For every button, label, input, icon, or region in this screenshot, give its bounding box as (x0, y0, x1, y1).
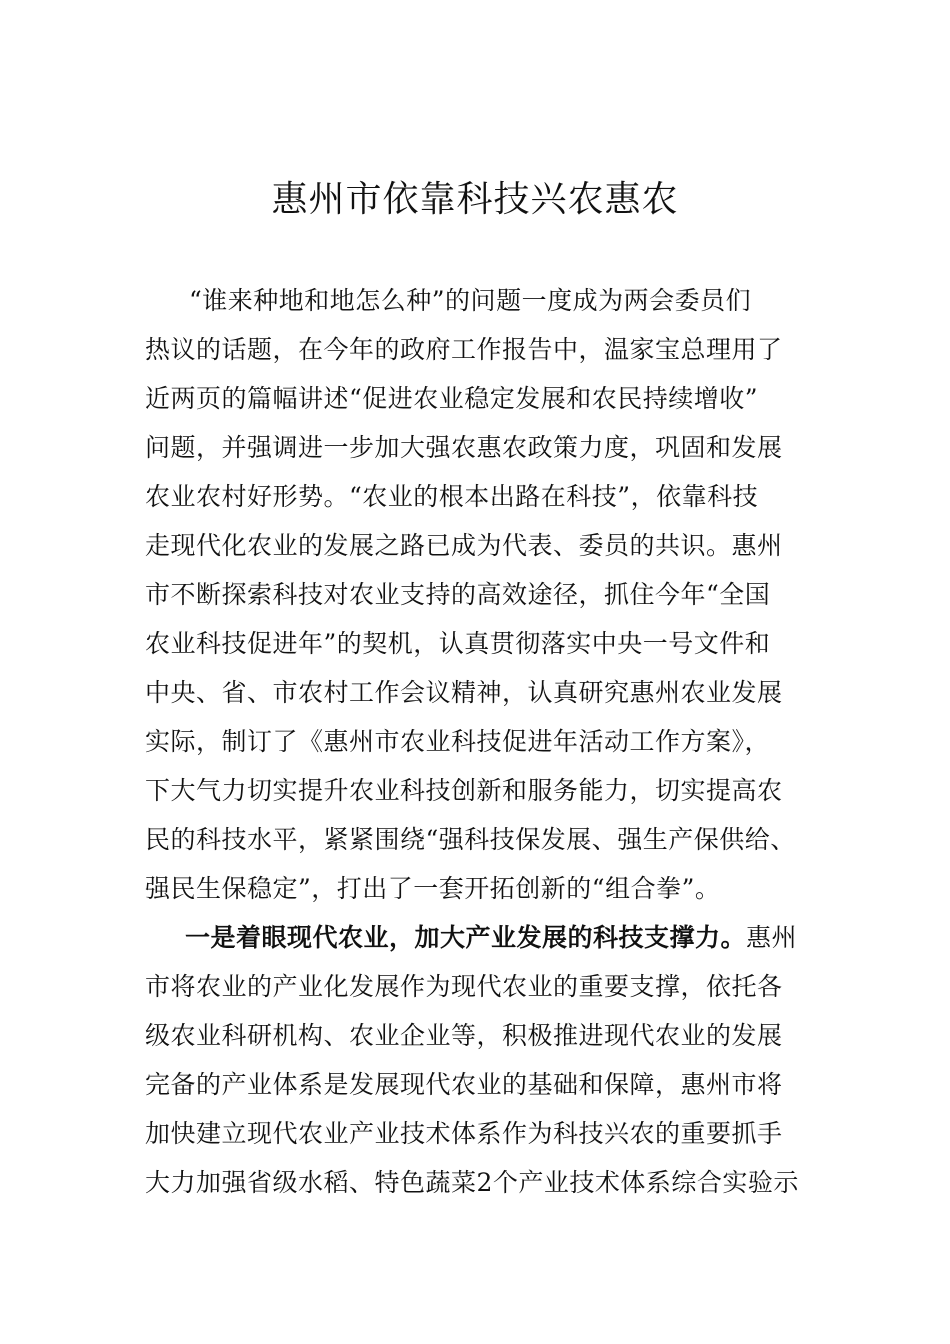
paragraph-2 (145, 913, 825, 1207)
document-title: 惠州市依靠科技兴农惠农 (271, 179, 679, 220)
paragraph-line: 市不断探索科技对农业支持的高效途径，抓住今年“全国 (145, 580, 771, 609)
paragraph-line: 热议的话题，在今年的政府工作报告中，温家宝总理用了 (145, 335, 783, 364)
paragraph-line: 市将农业的产业化发展作为现代农业的重要支撑，依托各 (145, 972, 783, 1001)
paragraph-line: 强民生保稳定”，打出了一套开拓创新的“组合拳”。 (145, 874, 721, 903)
document-body (145, 276, 825, 1207)
paragraph-line: “谁来种地和地怎么种”的问题一度成为两会委员们 (189, 286, 752, 315)
paragraph-line: 问题，并强调进一步加大强农惠农政策力度，巩固和发展 (145, 433, 783, 462)
paragraph-line: 农业科技促进年”的契机，认真贯彻落实中央一号文件和 (145, 629, 771, 658)
paragraph-line: 加快建立现代农业产业技术体系作为科技兴农的重要抓手 (145, 1119, 783, 1148)
paragraph-line: 走现代化农业的发展之路已成为代表、委员的共识。惠州 (145, 531, 783, 560)
paragraph-1 (145, 276, 825, 913)
paragraph-first-line (145, 913, 825, 962)
paragraph-line: 民的科技水平，紧紧围绕“强科技保发展、强生产保供给、 (145, 825, 796, 854)
paragraph-line: 实际，制订了《惠州市农业科技促进年活动工作方案》， (145, 727, 771, 756)
paragraph-heading-continuation: 惠州 (746, 923, 798, 952)
paragraph-line: 中央、省、市农村工作会议精神，认真研究惠州农业发展 (145, 678, 783, 707)
paragraph-line: 级农业科研机构、农业企业等，积极推进现代农业的发展 (145, 1021, 783, 1050)
paragraph-line: 农业农村好形势。“农业的根本出路在科技”，依靠科技 (145, 482, 759, 511)
paragraph-line: 近两页的篇幅讲述“促进农业稳定发展和农民持续增收” (145, 384, 759, 413)
paragraph-line: 大力加强省级水稻、特色蔬菜2个产业技术体系综合实验示 (145, 1168, 799, 1197)
paragraph-heading: 一是着眼现代农业，加大产业发展的科技支撑力。 (185, 923, 747, 952)
paragraph-line: 下大气力切实提升农业科技创新和服务能力，切实提高农 (145, 776, 783, 805)
paragraph-line: 完备的产业体系是发展现代农业的基础和保障，惠州市将 (145, 1070, 783, 1099)
